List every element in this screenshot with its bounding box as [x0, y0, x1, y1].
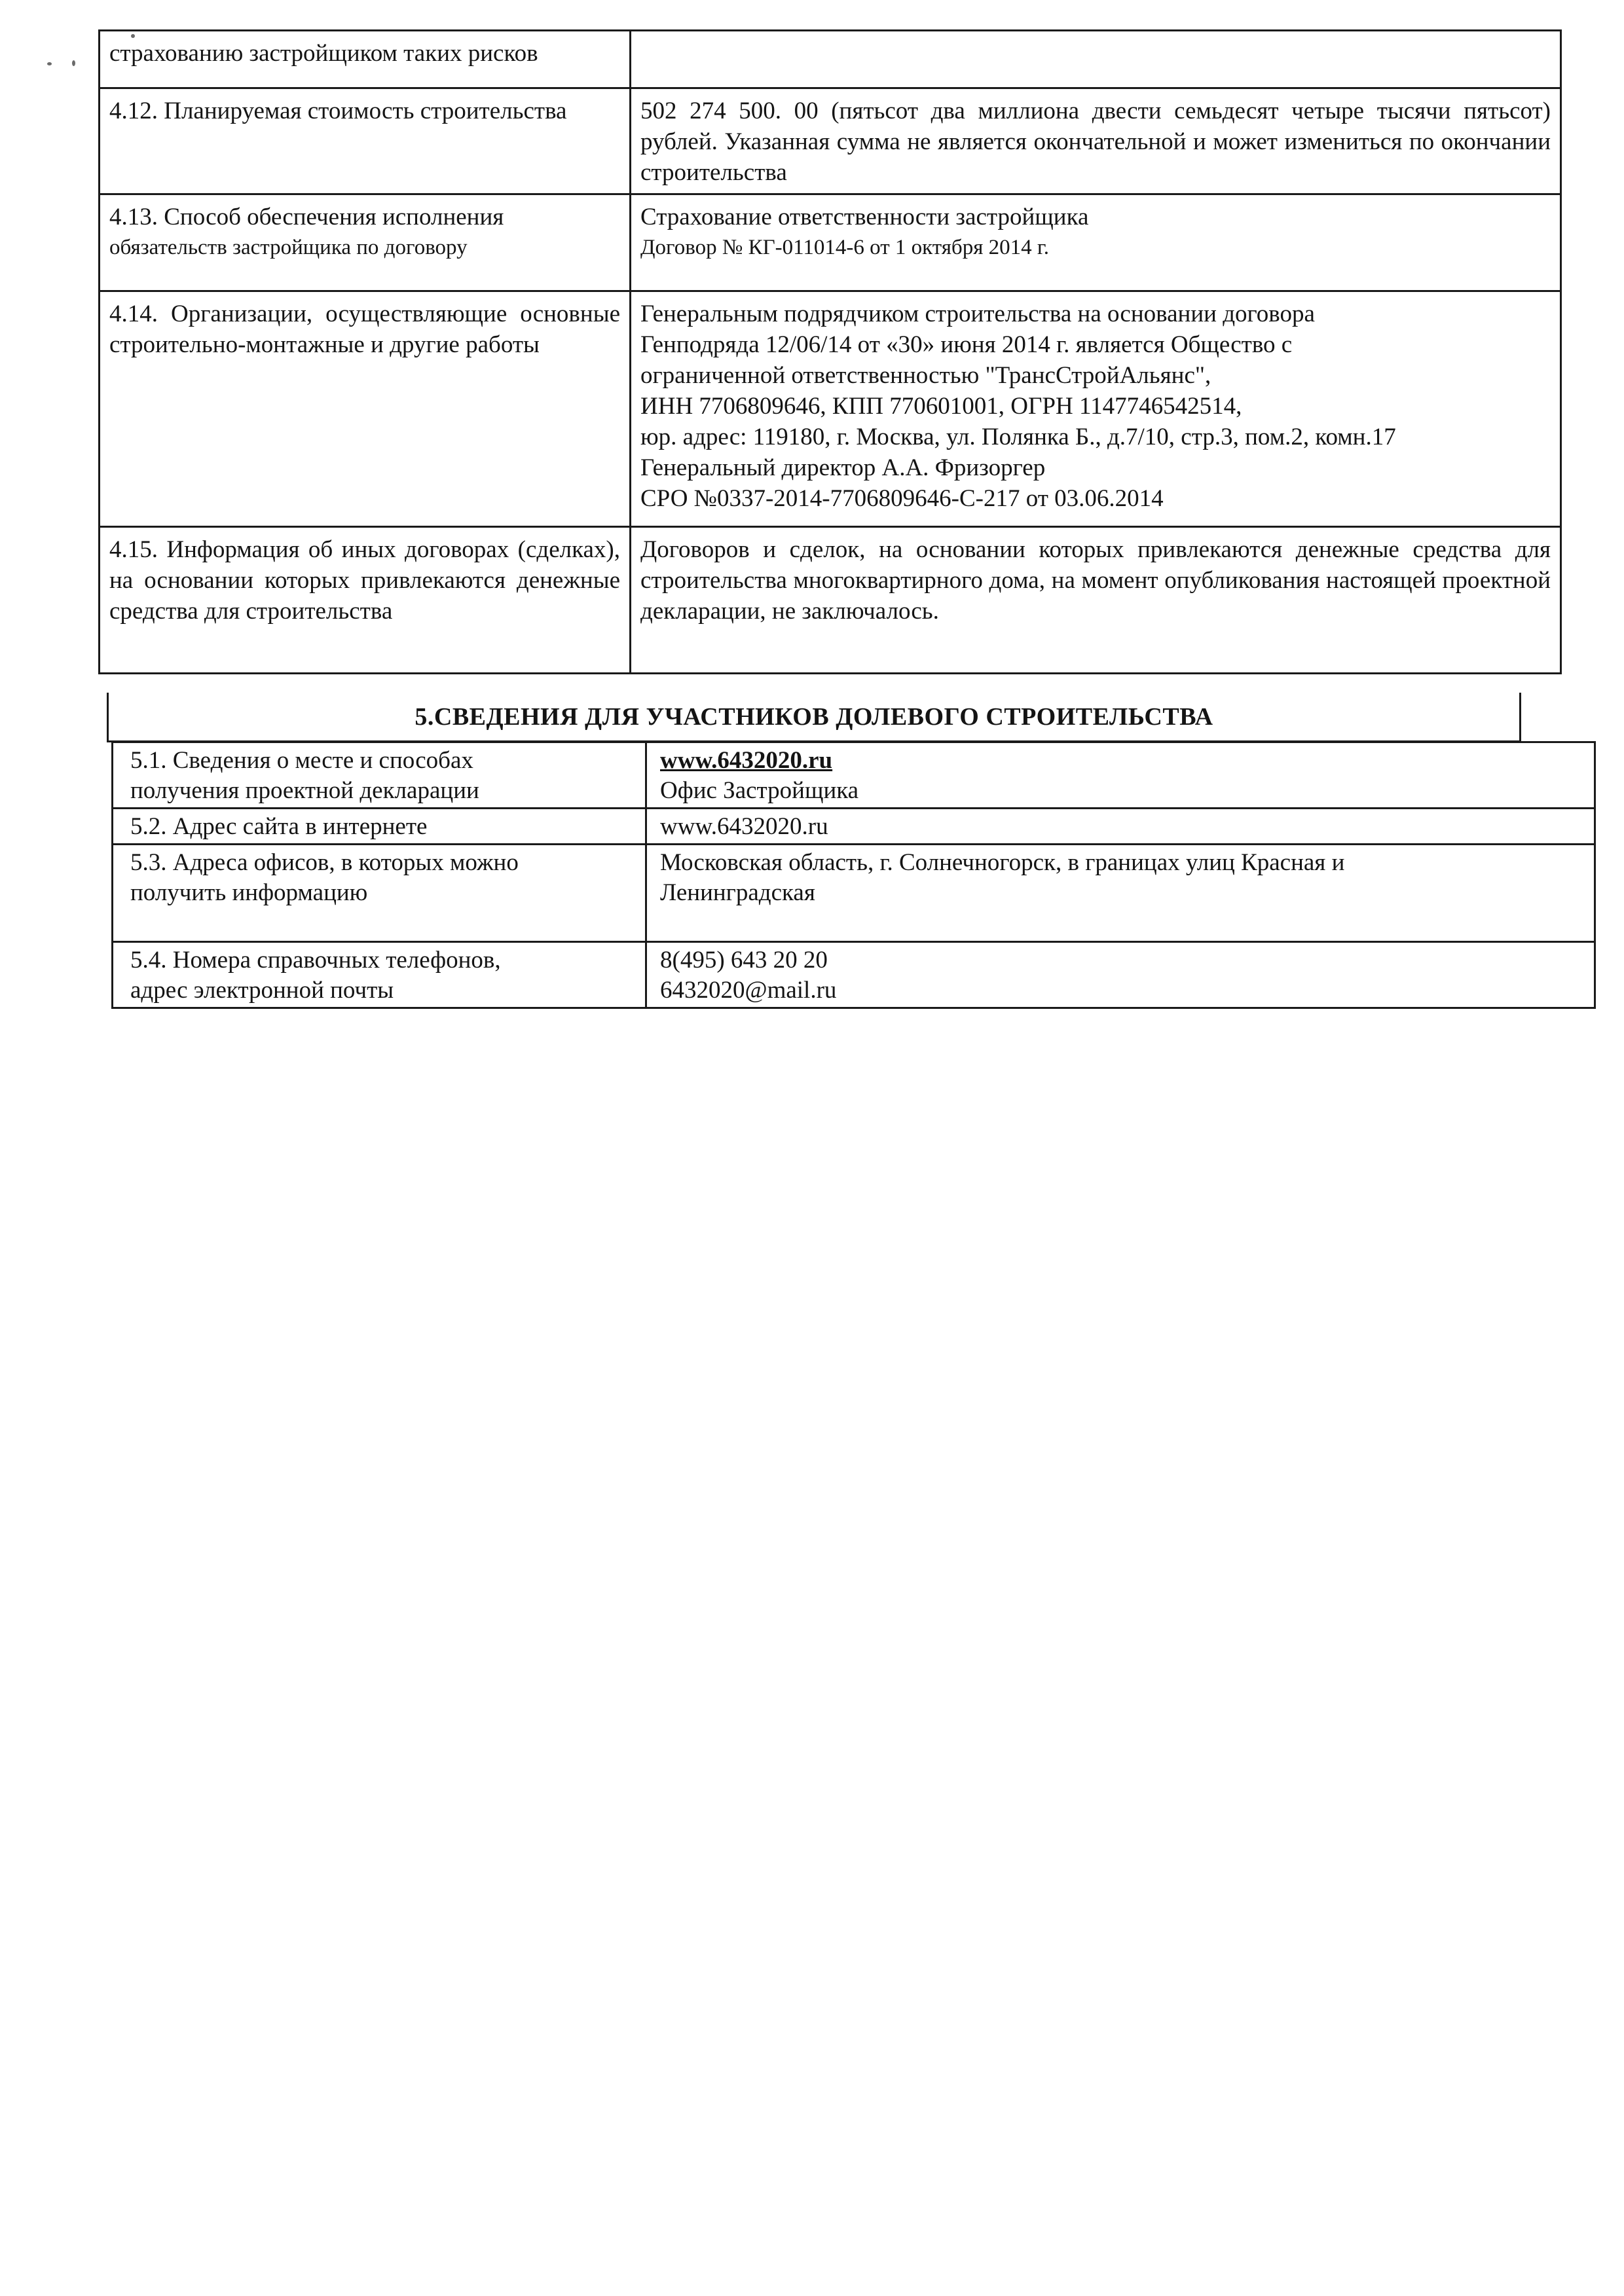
- row-5-3-label-line1: 5.3. Адреса офисов, в которых можно: [130, 849, 519, 876]
- row-5-1-value-line2: Офис Застройщика: [660, 777, 859, 804]
- row-4-13-value: [631, 194, 1561, 291]
- table-row: [100, 88, 1561, 194]
- row-4-14-value-line1: Генеральным подрядчиком строительства на основании договора: [640, 301, 1315, 327]
- row-4-13-value-line1: Страхование ответственности застройщика: [640, 204, 1089, 230]
- row-5-1-value: [646, 742, 1595, 809]
- section4-table: [98, 29, 1562, 674]
- row-4-15-value: Договоров и сделок, на основании которых привлекаются денежные средства для строительства многоквартирного дома, на момент опубликования настоящей проектной декларации, не заключалось.: [631, 527, 1561, 674]
- row-4-14-value-line4: ИНН 7706809646, КПП 770601001, ОГРН 1147746542514,: [640, 393, 1242, 420]
- row-5-3-value-line2: Ленинградская: [660, 879, 815, 906]
- row-5-3-value: [646, 845, 1595, 942]
- row-5-3-label-line2: получить информацию: [130, 879, 368, 906]
- row-5-1-label: [113, 742, 646, 809]
- table-row: [113, 942, 1595, 1008]
- row-4-14-value-line5: юр. адрес: 119180, г. Москва, ул. Полянка Б., д.7/10, стр.3, пом.2, комн.17: [640, 424, 1396, 450]
- row-5-4-label-line2: адрес электронной почты: [130, 977, 394, 1004]
- row-5-1-label-line1: 5.1. Сведения о месте и способах: [130, 747, 473, 774]
- row-4-13-value-line2: Договор № КГ-011014-6 от 1 октября 2014 г.: [640, 236, 1049, 259]
- row-4-14-value: [631, 291, 1561, 527]
- row-4-15-label: 4.15. Информация об иных договорах (сделках), на основании которых привлекаются денежные средства для строительства: [100, 527, 631, 674]
- row-4-13-label-line2: обязательств застройщика по договору: [109, 236, 468, 259]
- row-5-2-label: 5.2. Адрес сайта в интернете: [113, 809, 646, 845]
- row-4-14-value-line2: Генподряда 12/06/14 от «30» июня 2014 г. является Общество с: [640, 331, 1293, 358]
- section5-table: [111, 741, 1596, 1009]
- row-5-3-value-line1: Московская область, г. Солнечногорск, в границах улиц Красная и: [660, 849, 1345, 876]
- website-link[interactable]: www.6432020.ru: [660, 747, 833, 774]
- table-row: [113, 742, 1595, 809]
- section5-title: 5.СВЕДЕНИЯ ДЛЯ УЧАСТНИКОВ ДОЛЕВОГО СТРОИТЕЛЬСТВА: [107, 693, 1521, 742]
- row-4-13-label: [100, 194, 631, 291]
- email-address: 6432020@mail.ru: [660, 977, 837, 1004]
- row-4-14-value-line7: СРО №0337-2014-7706809646-С-217 от 03.06.2014: [640, 485, 1164, 512]
- row-5-4-value: [646, 942, 1595, 1008]
- row-4-14-value-line6: Генеральный директор А.А. Фризоргер: [640, 454, 1046, 481]
- table-row: [100, 31, 1561, 88]
- scan-speck: [72, 60, 75, 66]
- table-row: [113, 845, 1595, 942]
- row-4-12-label: 4.12. Планируемая стоимость строительства: [100, 88, 631, 194]
- row-4-11-label: страхованию застройщиком таких рисков: [100, 31, 631, 88]
- row-5-4-label: [113, 942, 646, 1008]
- row-4-14-value-line3: ограниченной ответственностью "ТрансСтройАльянс",: [640, 362, 1211, 389]
- row-4-14-label: 4.14. Организации, осуществляющие основные строительно-монтажные и другие работы: [100, 291, 631, 527]
- row-5-2-value: www.6432020.ru: [646, 809, 1595, 845]
- row-5-3-label: [113, 845, 646, 942]
- row-4-13-label-line1: 4.13. Способ обеспечения исполнения: [109, 204, 504, 230]
- table-row: [100, 527, 1561, 674]
- row-5-1-label-line2: получения проектной декларации: [130, 777, 479, 804]
- table-row: [113, 809, 1595, 845]
- scan-speck: [47, 62, 52, 65]
- table-row: [100, 194, 1561, 291]
- row-4-12-value: 502 274 500. 00 (пятьсот два миллиона двести семьдесят четыре тысячи пятьсот) рублей. Указанная сумма не является окончательной и может измениться по окончании строительства: [631, 88, 1561, 194]
- table-row: [100, 291, 1561, 527]
- phone-number: 8(495) 643 20 20: [660, 947, 828, 974]
- row-4-11-value: [631, 31, 1561, 88]
- row-5-4-label-line1: 5.4. Номера справочных телефонов,: [130, 947, 501, 974]
